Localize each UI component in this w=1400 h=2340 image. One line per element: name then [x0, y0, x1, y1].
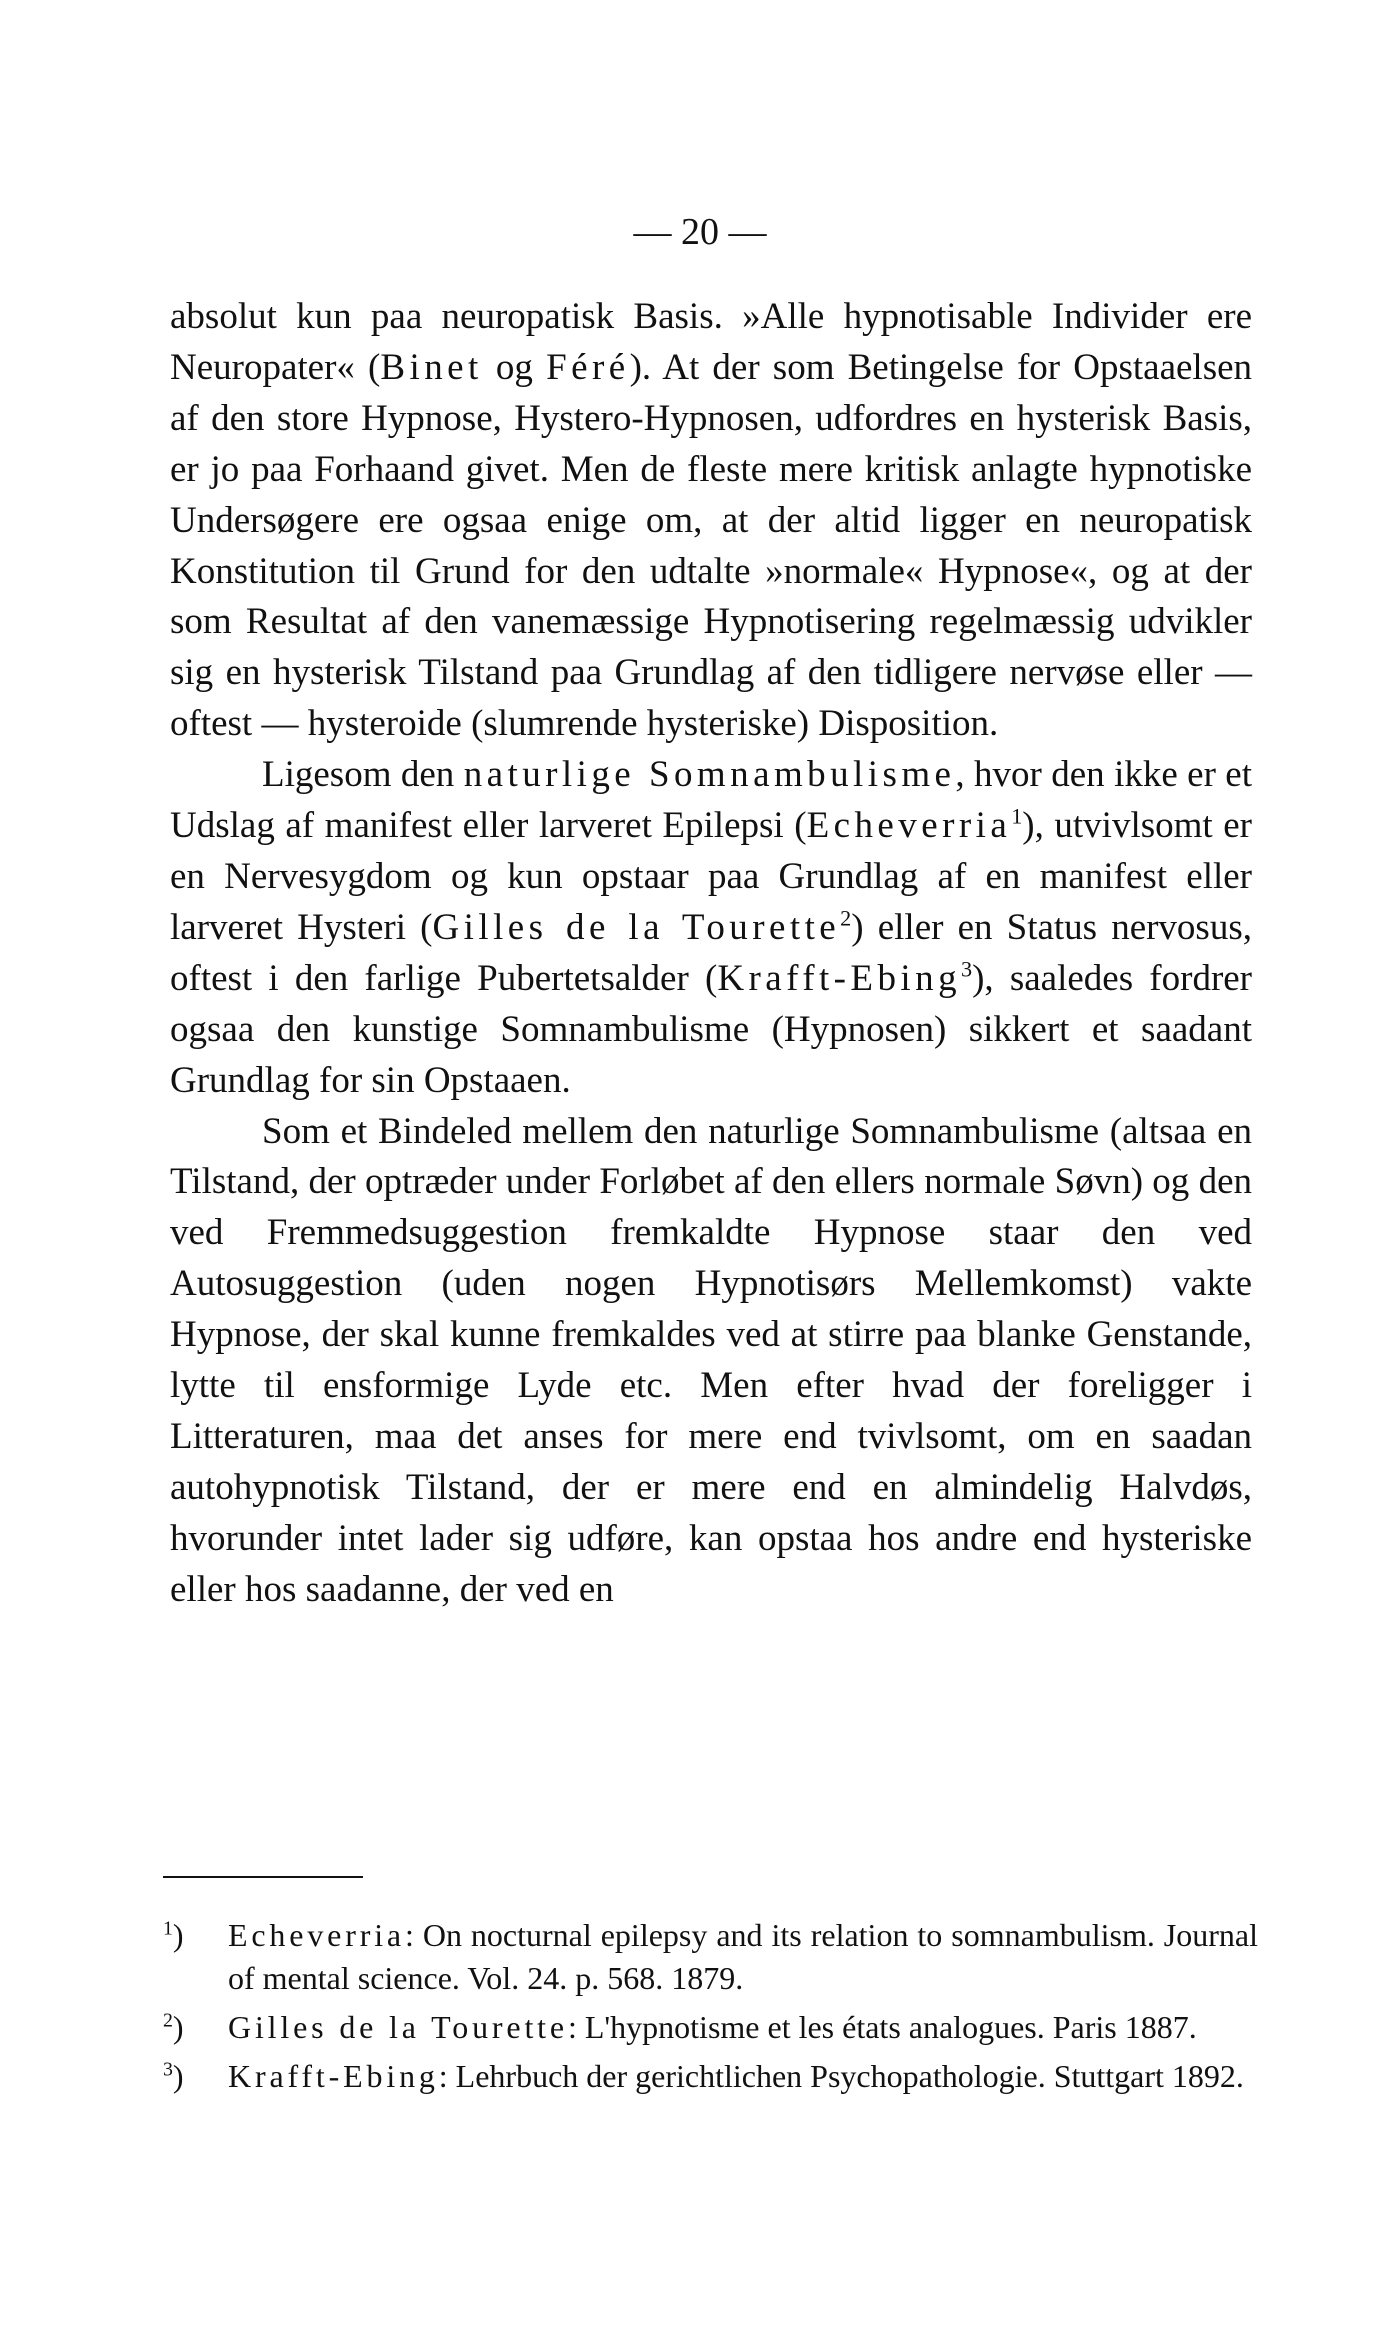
text-run: , hvor den ikke er et Udslag af manifest eller larveret Epilepsi (: [170, 754, 1252, 847]
text-run: ), utvivlsomt er en Nervesygdom og kun opstaar paa Grundlag af en manifest eller larveret Hysteri (: [170, 805, 1252, 948]
footnote-text: : Lehrbuch der gerichtlichen Psychopathologie. Stuttgart 1892.: [438, 2058, 1244, 2094]
footnote-author: Krafft-Ebing: [228, 2058, 439, 2094]
footnote-author: Gilles de la Tourette: [228, 2009, 568, 2045]
author-name: Gilles de la Tourette: [432, 906, 841, 948]
footnote-1: [163, 1914, 1258, 2000]
footnote-text: : On nocturnal epilepsy and its relation to somnambulism. Journal of mental science. Vol. 24. p. 568. 1879.: [228, 1917, 1258, 1996]
paragraph-1: [170, 292, 1252, 750]
footnotes: [163, 1914, 1258, 2104]
page-number: — 20 —: [633, 211, 767, 253]
emphasized-term: naturlige Somnambulisme: [463, 754, 956, 796]
author-name: Féré: [546, 346, 630, 388]
text-run: Ligesom den: [262, 754, 464, 796]
footnote-3: [163, 2055, 1258, 2098]
paragraph-3: Som et Bindeled mellem den naturlige Somnambulisme (altsaa en Tilstand, der optræder under Forløbet af den ellers normale Søvn) og den ved Fremmedsuggestion fremkaldte Hypnose staar den ved Autosuggestion (uden nogen Hypnotisørs Mellemkomst) vakte Hypnose, der skal kunne fremkaldes ved at stirre paa blanke Genstande, lytte til ensformige Lyde etc. Men efter hvad der foreligger i Litteraturen, maa det anses for mere end tvivlsomt, om en saadan autohypnotisk Tilstand, der er mere end en almindelig Halvdøs, hvorunder intet lader sig udføre, kan opstaa hos andre end hysteriske eller hos saadanne, der ved en: [170, 1110, 1252, 1610]
footnote-2: [163, 2006, 1258, 2049]
footnote-divider: [163, 1876, 363, 1878]
text-run: absolut kun paa neuropatisk Basis. »Alle hypnotisable Individer ere Neuropater« (: [170, 296, 1252, 388]
author-name: Echeverria: [806, 805, 1012, 847]
footnote-author: Echeverria: [228, 1917, 405, 1953]
footnote-text: : L'hypnotisme et les états analogues. Paris 1887.: [567, 2009, 1197, 2045]
footnote-mark: $^1$): [163, 1917, 184, 1953]
text-run: ), saaledes fordrer ogsaa den kunstige Somnambulisme (Hypnosen) sikkert et saadant Grundlag for sin Opstaaen.: [170, 957, 1253, 1101]
footnote-ref: 2: [840, 905, 852, 931]
text-run: ). At der som Betingelse for Opstaaelsen af den store Hypnose, Hystero-Hypnosen, udfordres en hysterisk Basis, er jo paa Forhaand givet. Men de fleste mere kritisk anlagte hypnotiske Undersøgere ere ogsaa enige om, at der altid ligger en neuropatisk Konstitution til Grund for den udtalte »normale« Hypnose«, og at der som Resultat af den vanemæssige Hypnotisering regelmæssig udvikler sig en hysterisk Tilstand paa Grundlag af den tidligere nervøse eller — oftest — hysteroide (slumrende hysteriske) Disposition.: [170, 346, 1253, 745]
footnote-ref: 1: [1011, 803, 1023, 829]
author-name: Binet: [380, 346, 483, 388]
paragraph-2: [170, 750, 1252, 1106]
footnote-mark: $^3$): [163, 2058, 184, 2094]
author-name: Krafft-Ebing: [717, 957, 962, 999]
text-run: ) eller en Status nervosus, oftest i den farlige Pubertetsalder (: [170, 906, 1252, 999]
footnote-mark: $^2$): [163, 2009, 184, 2045]
footnote-ref: 3: [961, 956, 973, 982]
body-text: [170, 292, 1252, 1616]
text-run: og: [482, 346, 547, 388]
